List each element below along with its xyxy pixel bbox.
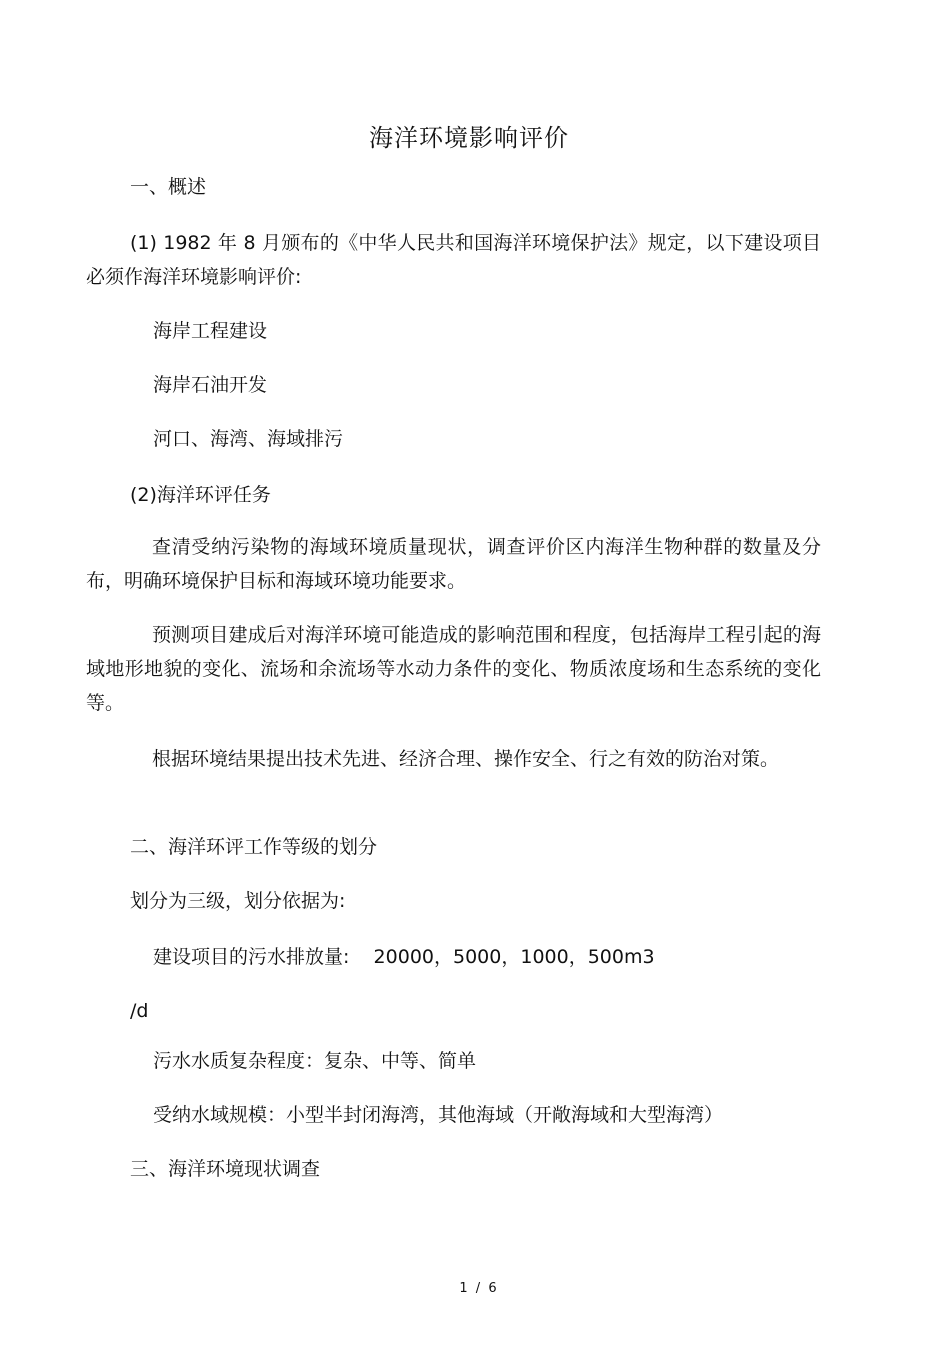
sewage-volume-line: 建设项目的污水排放量: 20000，5000，1000，500m3 bbox=[153, 946, 655, 968]
subsection-heading-tasks: (2)海洋环评任务 bbox=[130, 484, 271, 506]
list-item-coastal-engineering: 海岸工程建设 bbox=[153, 320, 268, 342]
document-title: 海洋环境影响评价 bbox=[369, 124, 569, 152]
section-heading-survey: 三、海洋环境现状调查 bbox=[130, 1158, 321, 1180]
section-heading-grading: 二、海洋环评工作等级的划分 bbox=[130, 836, 378, 858]
water-scale-line: 受纳水域规模：小型半封闭海湾，其他海域（开敞海域和大型海湾） bbox=[153, 1104, 724, 1126]
list-item-coastal-oil: 海岸石油开发 bbox=[153, 374, 268, 396]
paragraph-task-survey: 查清受纳污染物的海域环境质量现状，调查评价区内海洋生物种群的数量及分布，明确环境保护目标和海域环境功能要求。 bbox=[86, 536, 821, 592]
grading-basis-line: 划分为三级，划分依据为: bbox=[130, 890, 346, 912]
paragraph-task-measures: 根据环境结果提出技术先进、经济合理、操作安全、行之有效的防治对策。 bbox=[152, 748, 780, 770]
section-heading-overview: 一、概述 bbox=[130, 176, 207, 198]
sewage-unit-line: /d bbox=[130, 1000, 149, 1022]
water-quality-line: 污水水质复杂程度：复杂、中等、简单 bbox=[153, 1050, 477, 1072]
paragraph-task-predict: 预测项目建成后对海洋环境可能造成的影响范围和程度，包括海岸工程引起的海域地形地貌的变化、流场和余流场等水动力条件的变化、物质浓度场和生态系统的变化等。 bbox=[86, 624, 821, 714]
paragraph-law-requirement: (1) 1982 年 8 月颁布的《中华人民共和国海洋环境保护法》规定，以下建设项目必须作海洋环境影响评价: bbox=[86, 232, 821, 288]
page-indicator: 1 / 6 bbox=[459, 1281, 499, 1296]
list-item-discharge: 河口、海湾、海域排污 bbox=[153, 428, 344, 450]
